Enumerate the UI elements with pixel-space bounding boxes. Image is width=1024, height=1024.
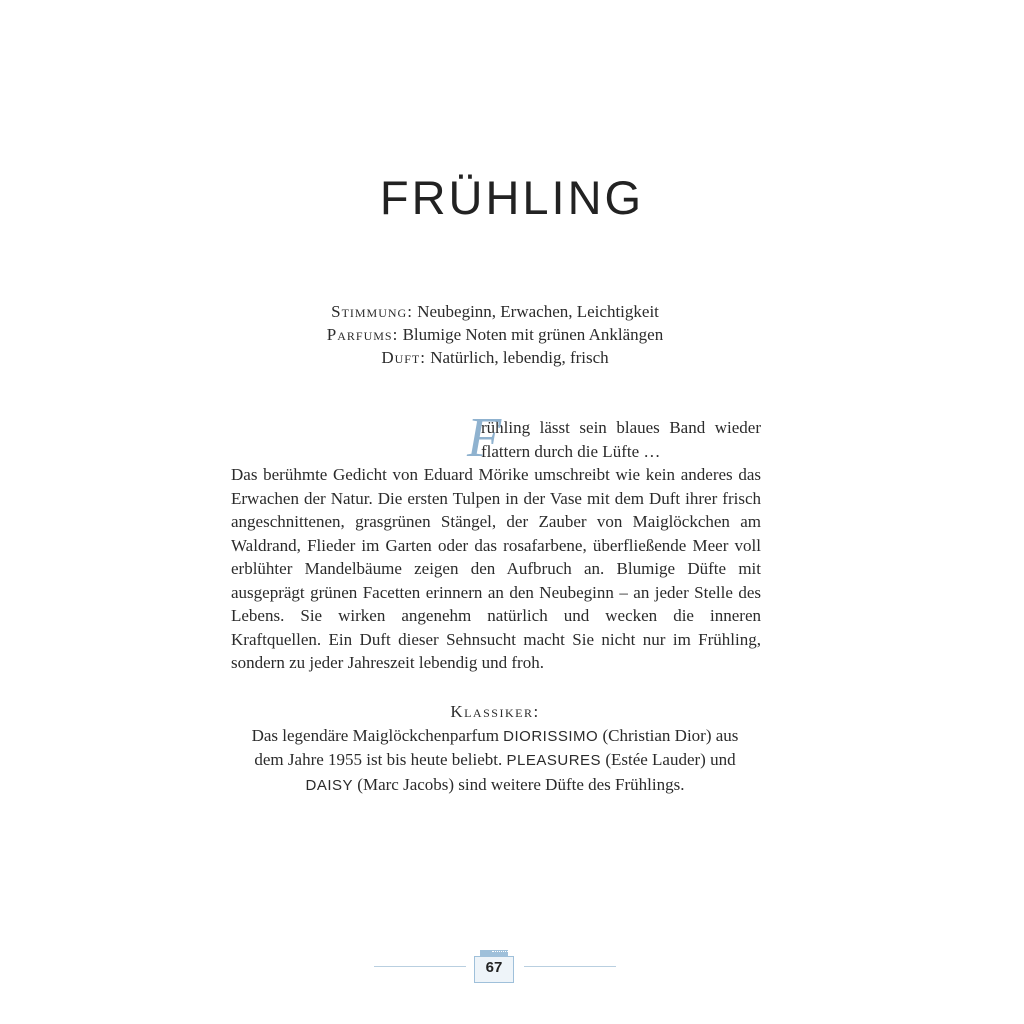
page-number: 67 xyxy=(485,959,503,976)
classics-text-1a: Das legendäre Maiglöckchenparfum xyxy=(251,725,504,745)
opening-quote: rühling lässt sein blaues Band wieder flattern durch die Lüfte … xyxy=(481,418,761,461)
classics-line-1 xyxy=(0,724,990,749)
main-paragraph: Das berühmte Gedicht von Eduard Mörike umschreibt wie kein anderes das Erwachen der Natur. Die ersten Tulpen in der Vase mit dem Duft ihrer frisch angeschnittenen, grasgrünen Stängel, der Zauber von Maiglöckchen am Waldrand, Flieder im Garten oder das rosafarbene, überfließende Meer voll erblühter Mandelbäume zeigen den Aufbruch an. Blumige Düfte mit ausgeprägt grünen Facetten erinnern an den Neubeginn – an jeder Stelle des Lebens. Sie wirken angenehm natürlich und wecken die inneren Kraftquellen. Ein Duft dieser Sehnsucht macht Sie nicht nur im Frühling, sondern zu jeder Jahreszeit lebendig und froh. xyxy=(231,465,761,672)
perfume-bottle-icon xyxy=(474,950,514,982)
meta-mood xyxy=(0,300,990,323)
meta-scent xyxy=(0,346,990,369)
page-footer xyxy=(0,940,1024,980)
drop-cap: F xyxy=(467,407,502,469)
meta-scent-value: Natürlich, lebendig, frisch xyxy=(425,348,609,367)
classics-text-2b: (Estée Lauder) und xyxy=(601,750,736,769)
footer-rule-right xyxy=(524,966,616,967)
meta-perfumes xyxy=(0,323,990,346)
brand-pleasures: PLEASURES xyxy=(506,752,602,769)
classics-heading: Klassiker: xyxy=(450,702,540,721)
meta-perfumes-label: Parfums: xyxy=(326,325,399,344)
body-text xyxy=(231,407,761,675)
meta-scent-label: Duft: xyxy=(381,348,426,367)
classics-text-1b: (Christian Dior) aus xyxy=(598,725,739,745)
classics-text-2a: dem Jahre 1955 ist bis heute beliebt. xyxy=(254,750,507,769)
meta-perfumes-value: Blumige Noten mit grünen Anklängen xyxy=(398,325,664,344)
classics-section xyxy=(0,700,990,797)
classics-text-3: (Marc Jacobs) sind weitere Düfte des Frühlings. xyxy=(353,774,685,794)
brand-diorissimo: DIORISSIMO xyxy=(503,727,599,745)
classics-line-2 xyxy=(0,748,990,773)
classics-line-3 xyxy=(0,773,990,798)
meta-mood-label: Stimmung: xyxy=(331,302,413,321)
chapter-title: FRÜHLING xyxy=(379,171,645,224)
meta-mood-value: Neubeginn, Erwachen, Leichtigkeit xyxy=(412,302,659,321)
brand-daisy: DAISY xyxy=(305,776,354,794)
chapter-meta xyxy=(0,300,990,369)
opening-paragraph xyxy=(231,407,761,469)
footer-rule-left xyxy=(374,966,466,967)
